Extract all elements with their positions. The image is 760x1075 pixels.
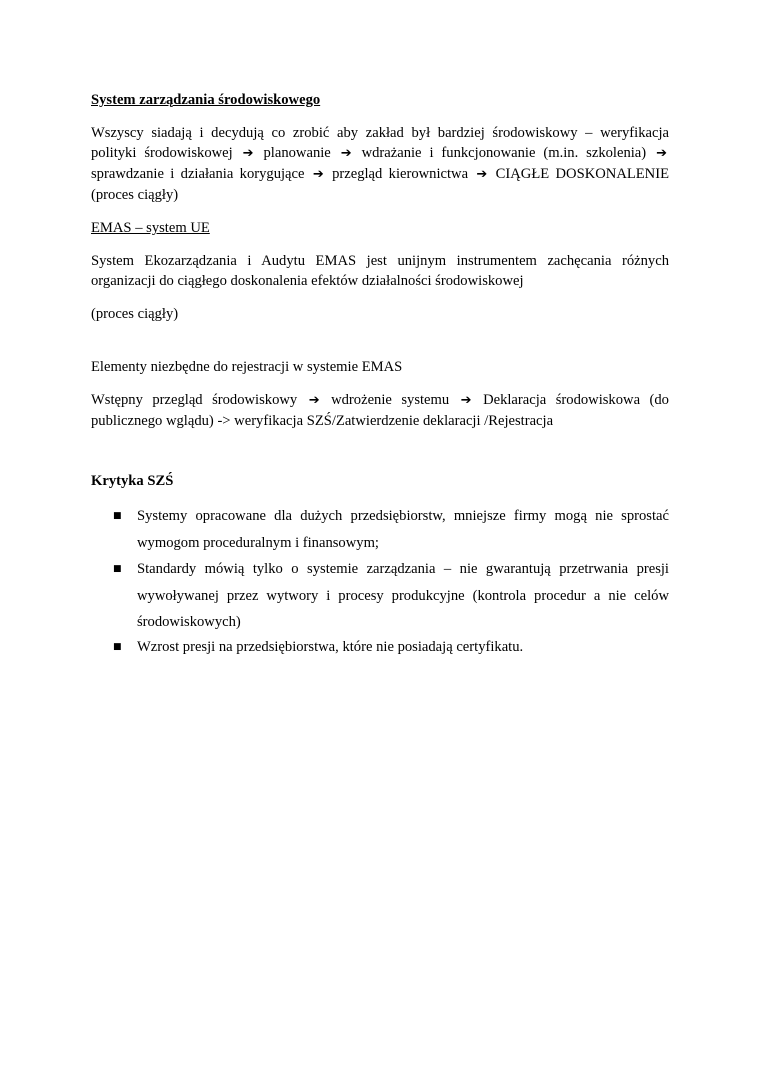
list-item-text: Standardy mówią tylko o systemie zarządzania – nie gwarantują przetrwania presji wywoływanej przez wytwory i procesy produkcyjne (kontrola procedur a nie celów środowiskowych): [137, 561, 669, 630]
emas-heading: EMAS – system UE: [91, 220, 210, 236]
registration-paragraph: [91, 390, 669, 431]
critique-heading: Krytyka SZŚ: [91, 473, 174, 489]
list-item: [91, 636, 669, 658]
intro-step-improvement: CIĄGŁE DOSKONALENIE (proces ciągły): [91, 166, 669, 203]
registration-step-declaration: Deklaracja środowiskowa (do publicznego wglądu) -> weryfikacja SZŚ/Zatwierdzenie deklaracji /Rejestracja: [91, 392, 669, 429]
blank-line: [91, 324, 669, 357]
right-arrow-icon: ➔: [656, 146, 667, 161]
right-arrow-icon: ➔: [308, 393, 320, 408]
square-bullet-icon: ■: [113, 564, 122, 574]
list-item: [91, 556, 669, 636]
right-arrow-icon: ➔: [476, 167, 488, 182]
blank-line: [91, 431, 669, 471]
intro-lead: Wszyscy siadają i decydują co zrobić aby zakład był bardziej środowiskowy – weryfikacja polityki środowiskowej: [91, 125, 669, 161]
page-title: System zarządzania środowiskowego: [91, 92, 321, 108]
right-arrow-icon: ➔: [312, 167, 324, 182]
emas-note: (proces ciągły): [91, 306, 179, 322]
square-bullet-icon: ■: [113, 511, 122, 521]
document-page: [91, 90, 669, 658]
registration-step-review: Wstępny przegląd środowiskowy: [91, 392, 298, 408]
right-arrow-icon: ➔: [460, 393, 472, 408]
registration-step-implementation: wdrożenie systemu: [331, 392, 450, 408]
square-bullet-icon: ■: [113, 641, 122, 652]
emas-description: System Ekozarządzania i Audytu EMAS jest unijnym instrumentem zachęcania różnych organizacji do ciągłego doskonalenia efektów działalności środowiskowej: [91, 253, 669, 289]
list-item: [91, 503, 669, 556]
right-arrow-icon: ➔: [340, 146, 352, 161]
right-arrow-icon: ➔: [242, 146, 254, 161]
elements-heading: Elementy niezbędne do rejestracji w systemie EMAS: [91, 359, 403, 375]
intro-step-implementation: wdrażanie i funkcjonowanie (m.in. szkolenia): [361, 145, 647, 161]
intro-step-review: przegląd kierownictwa: [332, 166, 469, 182]
list-item-text: Systemy opracowane dla dużych przedsiębiorstw, mniejsze firmy mogą nie sprostać wymogom proceduralnym i finansowym;: [137, 508, 669, 551]
intro-paragraph: [91, 123, 669, 205]
critique-list: [91, 503, 669, 658]
list-item-text: Wzrost presji na przedsiębiorstwa, które nie posiadają certyfikatu.: [137, 638, 524, 655]
intro-step-checking: sprawdzanie i działania korygujące: [91, 166, 305, 182]
intro-step-planning: planowanie: [263, 145, 331, 161]
